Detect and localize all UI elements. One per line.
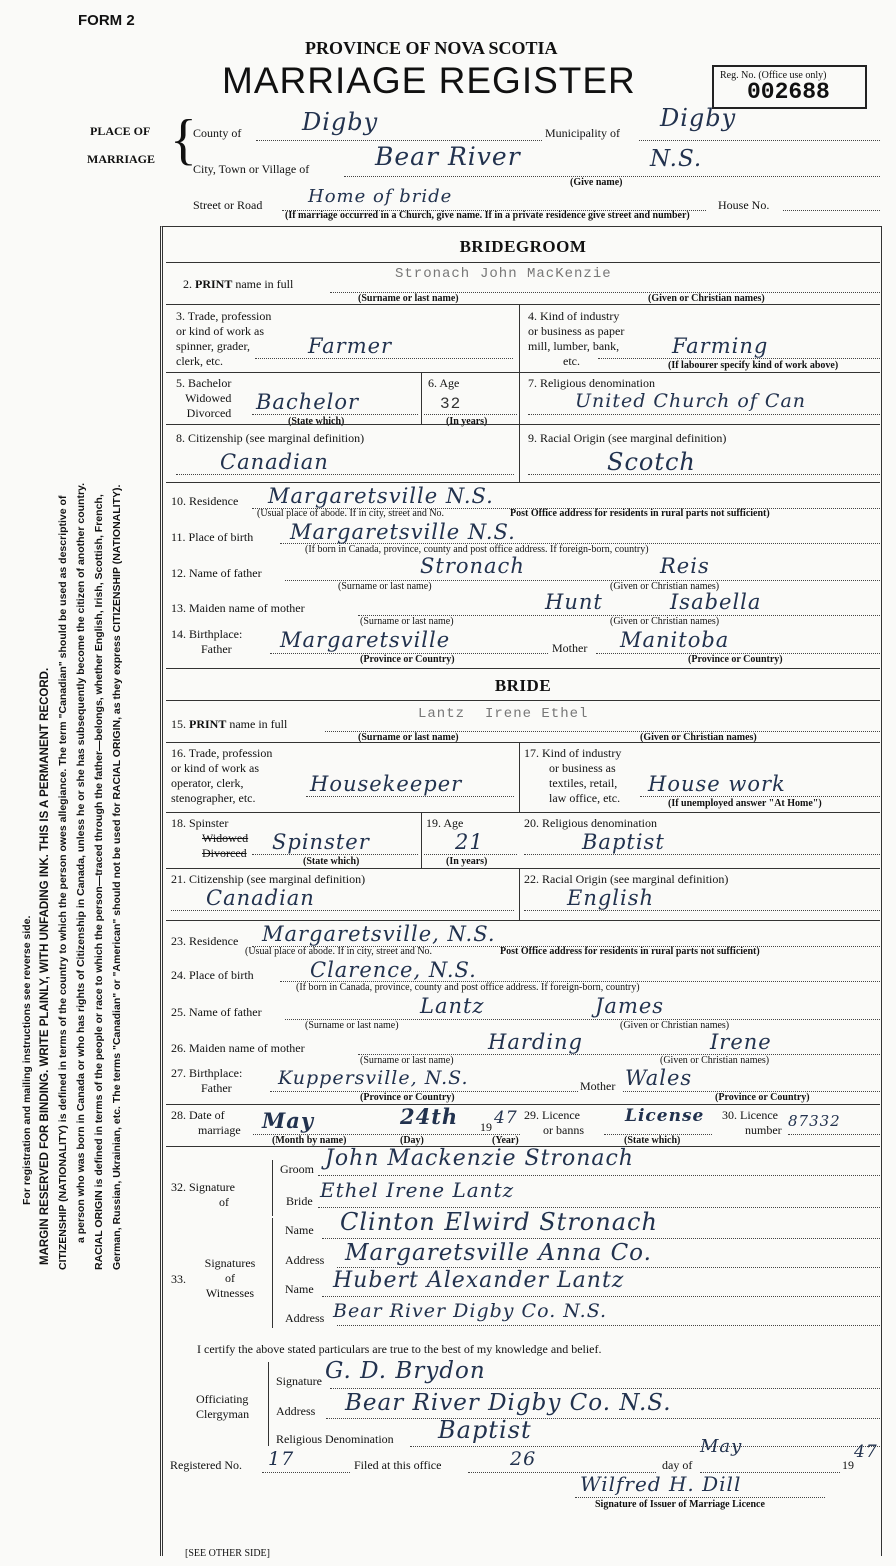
groom-father-label: 12. Name of father xyxy=(171,566,262,580)
groom-religion-label: 7. Religious denomination xyxy=(528,376,655,390)
sidebar-line-3: CITIZENSHIP (NATIONALITY) is defined in terms of the country to which the person owes allegiance. The term "Canadian" should be used as descriptive of xyxy=(57,495,69,1270)
bride-residence-label: 23. Residence xyxy=(171,934,239,948)
licence-number: 87332 xyxy=(788,1112,841,1130)
given-caption: (Given or Christian names) xyxy=(648,293,765,304)
groom-mother-surname: Hunt xyxy=(545,590,603,614)
clergy-address-label: Address xyxy=(276,1404,316,1418)
issuer-caption: Signature of Issuer of Marriage Licence xyxy=(595,1499,765,1510)
street-label: Street or Road xyxy=(193,198,263,212)
county-value: Digby xyxy=(302,108,379,136)
bride-residence-note-b: Post Office address for residents in rural parts not sufficient) xyxy=(500,946,760,957)
day-caption: (Day) xyxy=(400,1135,424,1146)
bride-surname-cap: (Surname or last name) xyxy=(358,732,459,743)
groom-citizenship-label: 8. Citizenship (see marginal definition) xyxy=(176,431,365,445)
reg-no-label: Reg. No. (Office use only) xyxy=(720,70,827,81)
groom-racial: Scotch xyxy=(607,448,696,476)
municipality-label: Municipality of xyxy=(545,126,620,140)
street-note: (If marriage occurred in a Church, give name. If in a private residence give street and number) xyxy=(285,210,690,221)
bride-father-birthplace: Kuppersville, N.S. xyxy=(278,1067,469,1089)
groom-name-label: 2. PRINT name in full xyxy=(183,277,294,291)
groom-given: John MacKenzie xyxy=(480,266,612,282)
sidebar-line-2: MARGIN RESERVED FOR BINDING. WRITE PLAINLY, WITH UNFADING INK. THIS IS A PERMANENT RECORD. xyxy=(39,667,51,1265)
year-caption: (Year) xyxy=(492,1135,519,1146)
groom-marital-label: 5. Bachelor Widowed Divorced xyxy=(176,376,232,420)
bride-state-which: (State which) xyxy=(303,856,360,867)
groom-mother-birthplace: Manitoba xyxy=(620,628,730,652)
page-title: MARRIAGE REGISTER xyxy=(222,60,636,101)
bride-mother-surname-cap: (Surname or last name) xyxy=(360,1055,454,1066)
bride-mother-label: 26. Maiden name of mother xyxy=(171,1041,305,1055)
margin-instructions xyxy=(18,75,158,1275)
bride-mother-word: Mother xyxy=(580,1079,616,1093)
groom-surname: Stronach xyxy=(395,266,471,282)
see-other-side: [SEE OTHER SIDE] xyxy=(185,1548,270,1559)
groom-residence-note-b: Post Office address for residents in rural parts not sufficient) xyxy=(510,508,770,519)
bride-religion: Baptist xyxy=(582,830,665,854)
groom-father-given: Reis xyxy=(660,554,710,578)
groom-father-birthplace: Margaretsville xyxy=(280,628,451,652)
groom-citizenship: Canadian xyxy=(220,450,329,474)
bride-mother-given-cap: (Given or Christian names) xyxy=(660,1055,770,1066)
bride-citizenship-label: 21. Citizenship (see marginal definition) xyxy=(171,872,366,886)
groom-trade: Farmer xyxy=(308,334,393,358)
clergy-address: Bear River Digby Co. N.S. xyxy=(345,1390,672,1416)
sidebar-line-1: For registration and mailing instructions see reverse side. xyxy=(21,915,33,1205)
bride-father-province-cap: (Province or Country) xyxy=(360,1092,455,1103)
filed-year: 47 xyxy=(854,1442,878,1462)
bride-sig-label: Bride xyxy=(286,1194,313,1208)
filed-year-printed: 19 xyxy=(842,1458,854,1472)
municipality-value: Digby xyxy=(660,104,737,132)
state-which-caption: (State which) xyxy=(624,1135,681,1146)
marriage-day: 24th xyxy=(400,1104,459,1129)
groom-residence: Margaretsville N.S. xyxy=(268,484,494,508)
groom-mother-given-cap: (Given or Christian names) xyxy=(610,616,720,627)
groom-state-which: (State which) xyxy=(288,416,345,427)
sidebar-line-4: a person who was born in Canada or who has rights of Citizenship in Canada, unless he or she has subsequently become the citizen of another country. xyxy=(75,482,87,1243)
groom-birth-label: 11. Place of birth xyxy=(171,530,254,544)
bride-marital: Spinster xyxy=(272,830,370,854)
bride-surname: Lantz xyxy=(418,706,466,722)
bride-mother-province-cap: (Province or Country) xyxy=(715,1092,810,1103)
witness-label: Signatures of Witnesses xyxy=(204,1256,256,1300)
bride-age-label: 19. Age xyxy=(426,816,464,830)
reg-no-value: 002688 xyxy=(747,79,830,105)
bride-birthplace-label: 27. Birthplace: Father xyxy=(171,1066,243,1095)
sidebar-line-6: German, Russian, Ukrainian, etc. The terms "Canadian" or "American" should not be used for RACIAL ORIGIN, as they express CITIZENSHIP (NATIONALITY). xyxy=(111,484,123,1270)
groom-industry-note: (If labourer specify kind of work above) xyxy=(668,360,839,371)
groom-father-province-cap: (Province or Country) xyxy=(360,654,455,665)
witness2-address: Bear River Digby Co. N.S. xyxy=(333,1300,608,1322)
county-label: County of xyxy=(193,126,242,140)
bride-father-surname: Lantz xyxy=(420,994,485,1018)
licence-label: 29. Licence or banns xyxy=(524,1108,584,1137)
bride-age: 21 xyxy=(455,830,484,854)
bride-citizenship: Canadian xyxy=(206,886,315,910)
w2-name-label: Name xyxy=(285,1282,314,1296)
city-label: City, Town or Village of xyxy=(193,162,310,176)
registered-no: 17 xyxy=(268,1448,295,1470)
clergy-signature: G. D. Brydon xyxy=(325,1358,486,1384)
bride-in-years: (In years) xyxy=(446,856,488,867)
city-value: Bear River xyxy=(375,142,521,171)
bride-father-surname-cap: (Surname or last name) xyxy=(305,1020,399,1031)
form-label: FORM 2 xyxy=(78,12,135,29)
groom-in-years: (In years) xyxy=(446,416,488,427)
groom-father-given-cap: (Given or Christian names) xyxy=(610,581,720,592)
bride-birth-note: (If born in Canada, province, county and post office address. If foreign-born, country) xyxy=(296,982,640,993)
filed-label: Filed at this office xyxy=(354,1458,442,1472)
reg-no-box xyxy=(712,65,867,109)
province-title: PROVINCE OF NOVA SCOTIA xyxy=(305,38,558,58)
bride-residence-note-a: (Usual place of abode. If in city, street and No. xyxy=(245,946,433,957)
w1-name-label: Name xyxy=(285,1223,314,1237)
bride-father-given: James xyxy=(595,994,665,1018)
groom-sig-label: Groom xyxy=(280,1162,314,1176)
surname-caption: (Surname or last name) xyxy=(358,293,459,304)
licence-number-label: 30. Licence number xyxy=(722,1108,782,1137)
licence-value: License xyxy=(625,1106,705,1126)
groom-mother-province-cap: (Province or Country) xyxy=(688,654,783,665)
date-label: 28. Date of marriage xyxy=(171,1108,241,1137)
witness2-name: Hubert Alexander Lantz xyxy=(333,1268,625,1293)
w1-address-label: Address xyxy=(285,1253,325,1267)
bride-industry-label: 17. Kind of industry or business as textiles, retail, law office, etc. xyxy=(524,746,622,805)
signature-label: 32. Signature of xyxy=(171,1180,235,1209)
bride-given-cap: (Given or Christian names) xyxy=(640,732,757,743)
bride-birth: Clarence, N.S. xyxy=(310,958,477,982)
bride-industry-note: (If unemployed answer "At Home") xyxy=(668,798,822,809)
groom-age: 32 xyxy=(440,395,462,413)
bride-heading: BRIDE xyxy=(494,676,552,695)
month-caption: (Month by name) xyxy=(272,1135,347,1146)
city-extra: N.S. xyxy=(650,146,703,172)
give-name-caption: (Give name) xyxy=(570,177,623,188)
groom-mother-word: Mother xyxy=(552,641,588,655)
witness-num: 33. xyxy=(171,1272,186,1286)
clergy-denom: Baptist xyxy=(438,1416,532,1444)
day-of-label: day of xyxy=(662,1458,693,1472)
bride-residence: Margaretsville, N.S. xyxy=(262,922,496,946)
bridegroom-heading: BRIDEGROOM xyxy=(459,237,587,256)
groom-racial-label: 9. Racial Origin (see marginal definition) xyxy=(528,431,727,445)
w2-address-label: Address xyxy=(285,1311,325,1325)
filed-month: May xyxy=(700,1436,743,1457)
marriage-year-printed: 19 xyxy=(480,1120,492,1134)
bride-trade: Housekeeper xyxy=(310,772,463,796)
groom-residence-label: 10. Residence xyxy=(171,494,239,508)
groom-age-label: 6. Age xyxy=(428,376,460,390)
bride-marital-label: 18. Spinster Widowed Divorced xyxy=(171,816,249,860)
issuer-signature: Wilfred H. Dill xyxy=(580,1472,742,1496)
groom-father-surname-cap: (Surname or last name) xyxy=(338,581,432,592)
certify-text: I certify the above stated particulars are true to the best of my knowledge and belief. xyxy=(197,1342,602,1356)
clergy-label: Officiating Clergyman xyxy=(196,1392,250,1421)
groom-birth: Margaretsville N.S. xyxy=(290,520,516,544)
sidebar-line-5: RACIAL ORIGIN is defined in terms of the people or race to which the person—traced through the father—belongs, whether English, Irish, Scottish, French, xyxy=(93,494,105,1270)
house-label: House No. xyxy=(718,198,770,212)
groom-trade-label: 3. Trade, profession or kind of work as spinner, grader, clerk, etc. xyxy=(176,309,272,368)
filed-day: 26 xyxy=(510,1448,537,1470)
clergy-denom-label: Religious Denomination xyxy=(276,1432,394,1446)
place-label-2: MARRIAGE xyxy=(87,152,155,166)
bride-industry: House work xyxy=(648,772,786,796)
groom-mother-given: Isabella xyxy=(670,590,762,614)
bride-racial: English xyxy=(567,886,655,910)
bride-mother-birthplace: Wales xyxy=(625,1066,693,1090)
witness1-name: Clinton Elwird Stronach xyxy=(340,1208,658,1236)
groom-industry-label: 4. Kind of industry or business as paper mill, lumber, bank, etc. xyxy=(528,309,625,368)
groom-mother-label: 13. Maiden name of mother xyxy=(171,601,305,615)
groom-residence-note-a: (Usual place of abode. If in city, street and No. xyxy=(257,508,445,519)
bride-father-label: 25. Name of father xyxy=(171,1005,262,1019)
witness1-address: Margaretsville Anna Co. xyxy=(345,1240,652,1266)
bride-trade-label: 16. Trade, profession or kind of work as operator, clerk, stenographer, etc. xyxy=(171,746,273,805)
street-value: Home of bride xyxy=(308,186,453,207)
marriage-month: May xyxy=(262,1108,315,1133)
groom-birthplace-label: 14. Birthplace: Father xyxy=(171,627,243,656)
brace-icon: { xyxy=(170,109,197,171)
clergy-sig-label: Signature xyxy=(276,1374,322,1388)
groom-marital: Bachelor xyxy=(256,390,360,414)
marriage-year: 47 xyxy=(494,1108,518,1128)
groom-mother-surname-cap: (Surname or last name) xyxy=(360,616,454,627)
bride-name-label: 15. PRINT name in full xyxy=(171,717,288,731)
bride-racial-label: 22. Racial Origin (see marginal definition) xyxy=(524,872,729,886)
bride-father-given-cap: (Given or Christian names) xyxy=(620,1020,730,1031)
bride-mother-surname: Harding xyxy=(488,1030,583,1054)
bride-birth-label: 24. Place of birth xyxy=(171,968,254,982)
bride-religion-label: 20. Religious denomination xyxy=(524,816,657,830)
bride-given: Irene Ethel xyxy=(485,706,589,722)
bride-signature: Ethel Irene Lantz xyxy=(320,1178,515,1202)
groom-birth-note: (If born in Canada, province, county and post office address. If foreign-born, country) xyxy=(305,544,649,555)
bride-mother-given: Irene xyxy=(710,1030,772,1054)
groom-signature: John Mackenzie Stronach xyxy=(325,1146,634,1171)
place-label-1: PLACE OF xyxy=(90,124,151,138)
groom-religion: United Church of Can xyxy=(575,390,807,412)
groom-father-surname: Stronach xyxy=(420,554,525,578)
registered-label: Registered No. xyxy=(170,1458,242,1472)
groom-industry: Farming xyxy=(672,334,769,358)
